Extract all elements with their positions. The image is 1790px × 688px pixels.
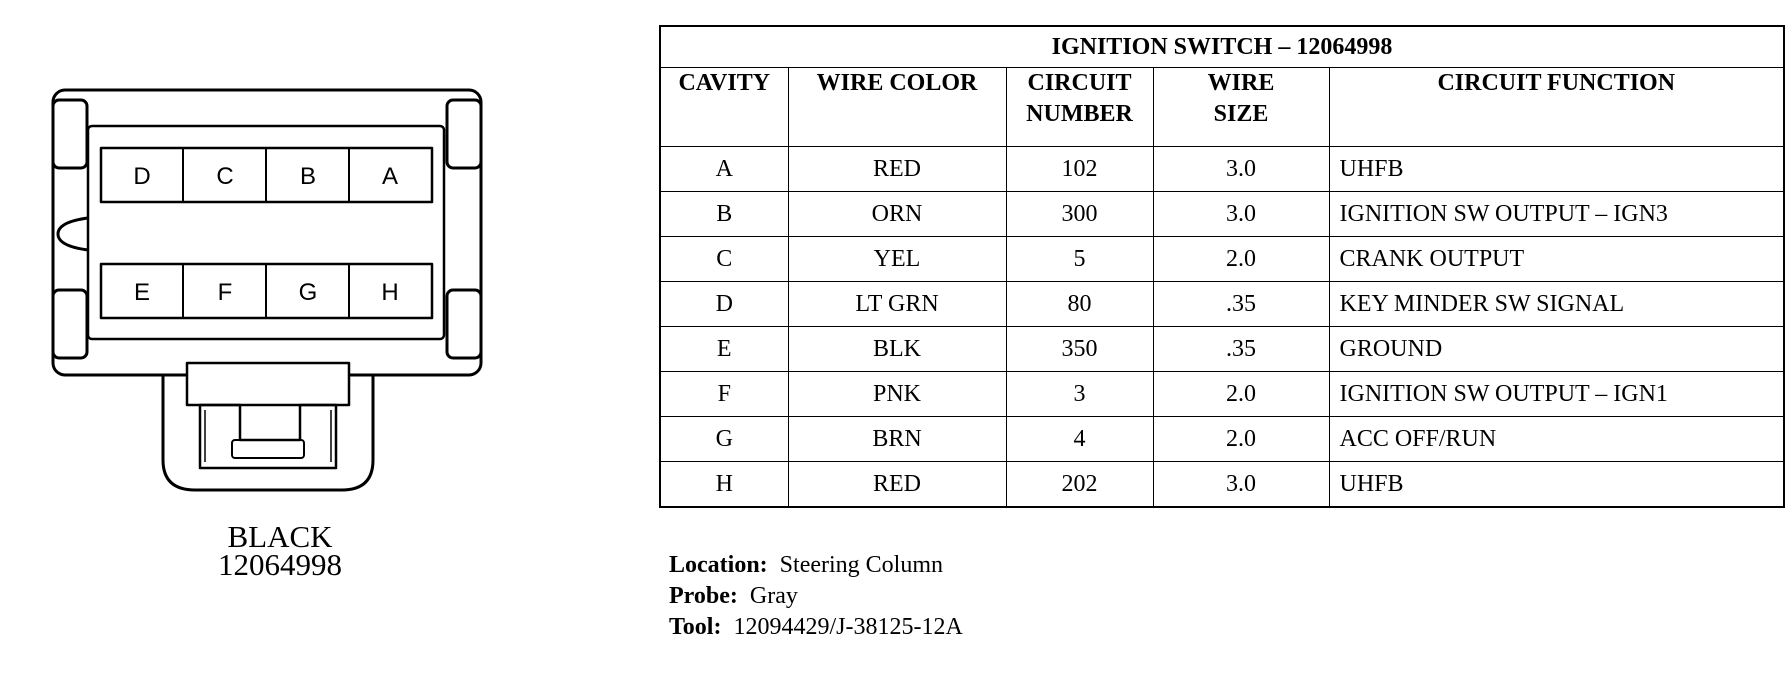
cell-circuit: 80 (1006, 282, 1153, 327)
cavity-label-bottom-3: G (298, 279, 318, 306)
cell-circuit: 5 (1006, 237, 1153, 282)
connector-color: BLACK (227, 519, 333, 554)
left-upper-tab (53, 100, 87, 168)
cell-wire-color: ORN (788, 192, 1006, 237)
table-row (660, 417, 1784, 462)
cell-function: CRANK OUTPUT (1329, 237, 1784, 282)
table-row (660, 282, 1784, 327)
right-upper-tab (447, 100, 481, 168)
cavity-label-top-3: B (299, 163, 317, 190)
tool-line (669, 612, 963, 643)
table-row (660, 327, 1784, 372)
header-circuit-number (1006, 68, 1153, 147)
cell-function: UHFB (1329, 462, 1784, 508)
connector-illustration (0, 0, 560, 688)
cell-size: .35 (1153, 282, 1329, 327)
table-row (660, 372, 1784, 417)
header-circuit-number-line-1: CIRCUIT (1027, 70, 1132, 96)
cell-size: 3.0 (1153, 192, 1329, 237)
location-line (669, 550, 963, 581)
cavity-label-top-1: D (133, 163, 151, 190)
table-row (660, 147, 1784, 192)
cell-size: 2.0 (1153, 372, 1329, 417)
probe-value: Gray (749, 583, 798, 609)
cell-circuit: 202 (1006, 462, 1153, 508)
pinout-table (659, 25, 1785, 508)
cell-function: KEY MINDER SW SIGNAL (1329, 282, 1784, 327)
cell-size: 3.0 (1153, 147, 1329, 192)
connector-body (53, 90, 481, 375)
cell-cavity: E (660, 327, 788, 372)
cell-cavity: A (660, 147, 788, 192)
cell-wire-color: YEL (788, 237, 1006, 282)
polarization-notch (58, 218, 88, 250)
cell-circuit: 4 (1006, 417, 1153, 462)
connector-face-drawing (0, 0, 560, 520)
cell-size: 2.0 (1153, 237, 1329, 282)
table-header-row (660, 68, 1784, 147)
header-circuit-number-line-2: NUMBER (1026, 101, 1133, 127)
cell-cavity: B (660, 192, 788, 237)
header-wire-size-line-2: SIZE (1213, 101, 1269, 127)
tool-value: 12094429/J-38125-12A (733, 614, 963, 640)
tool-label: Tool: (669, 614, 722, 640)
cell-wire-color: BLK (788, 327, 1006, 372)
cell-function: UHFB (1329, 147, 1784, 192)
probe-label: Probe: (669, 583, 738, 609)
cell-function: GROUND (1329, 327, 1784, 372)
cell-cavity: F (660, 372, 788, 417)
cavity-label-bottom-1: E (133, 279, 151, 306)
cavity-label-top-4: A (381, 163, 399, 190)
connector-notes (669, 550, 963, 643)
cell-size: 3.0 (1153, 462, 1329, 508)
table-row (660, 192, 1784, 237)
header-wire-size (1153, 68, 1329, 147)
cell-function: IGNITION SW OUTPUT – IGN3 (1329, 192, 1784, 237)
cell-circuit: 350 (1006, 327, 1153, 372)
cell-wire-color: PNK (788, 372, 1006, 417)
header-wire-size-line-1: WIRE (1207, 70, 1275, 96)
cell-circuit: 3 (1006, 372, 1153, 417)
cavity-label-bottom-2: F (217, 279, 233, 306)
table-row (660, 237, 1784, 282)
cell-wire-color: BRN (788, 417, 1006, 462)
header-circuit-function: CIRCUIT FUNCTION (1329, 68, 1784, 147)
cell-circuit: 300 (1006, 192, 1153, 237)
cell-cavity: C (660, 237, 788, 282)
header-wire-color: WIRE COLOR (788, 68, 1006, 147)
right-lower-tab (447, 290, 481, 358)
left-lower-tab (53, 290, 87, 358)
probe-line (669, 581, 963, 612)
cell-circuit: 102 (1006, 147, 1153, 192)
table-title: IGNITION SWITCH – 12064998 (660, 26, 1784, 68)
cell-wire-color: RED (788, 462, 1006, 508)
cell-size: 2.0 (1153, 417, 1329, 462)
cell-wire-color: LT GRN (788, 282, 1006, 327)
cell-cavity: G (660, 417, 788, 462)
cell-cavity: D (660, 282, 788, 327)
cell-cavity: H (660, 462, 788, 508)
cell-function: ACC OFF/RUN (1329, 417, 1784, 462)
cavity-label-bottom-4: H (381, 279, 399, 306)
table-row (660, 462, 1784, 508)
location-label: Location: (669, 552, 768, 578)
cell-wire-color: RED (788, 147, 1006, 192)
connector-part-number: 12064998 (218, 547, 342, 582)
header-cavity: CAVITY (660, 68, 788, 147)
location-value: Steering Column (779, 552, 943, 578)
cell-function: IGNITION SW OUTPUT – IGN1 (1329, 372, 1784, 417)
cavity-label-top-2: C (216, 163, 234, 190)
cell-size: .35 (1153, 327, 1329, 372)
